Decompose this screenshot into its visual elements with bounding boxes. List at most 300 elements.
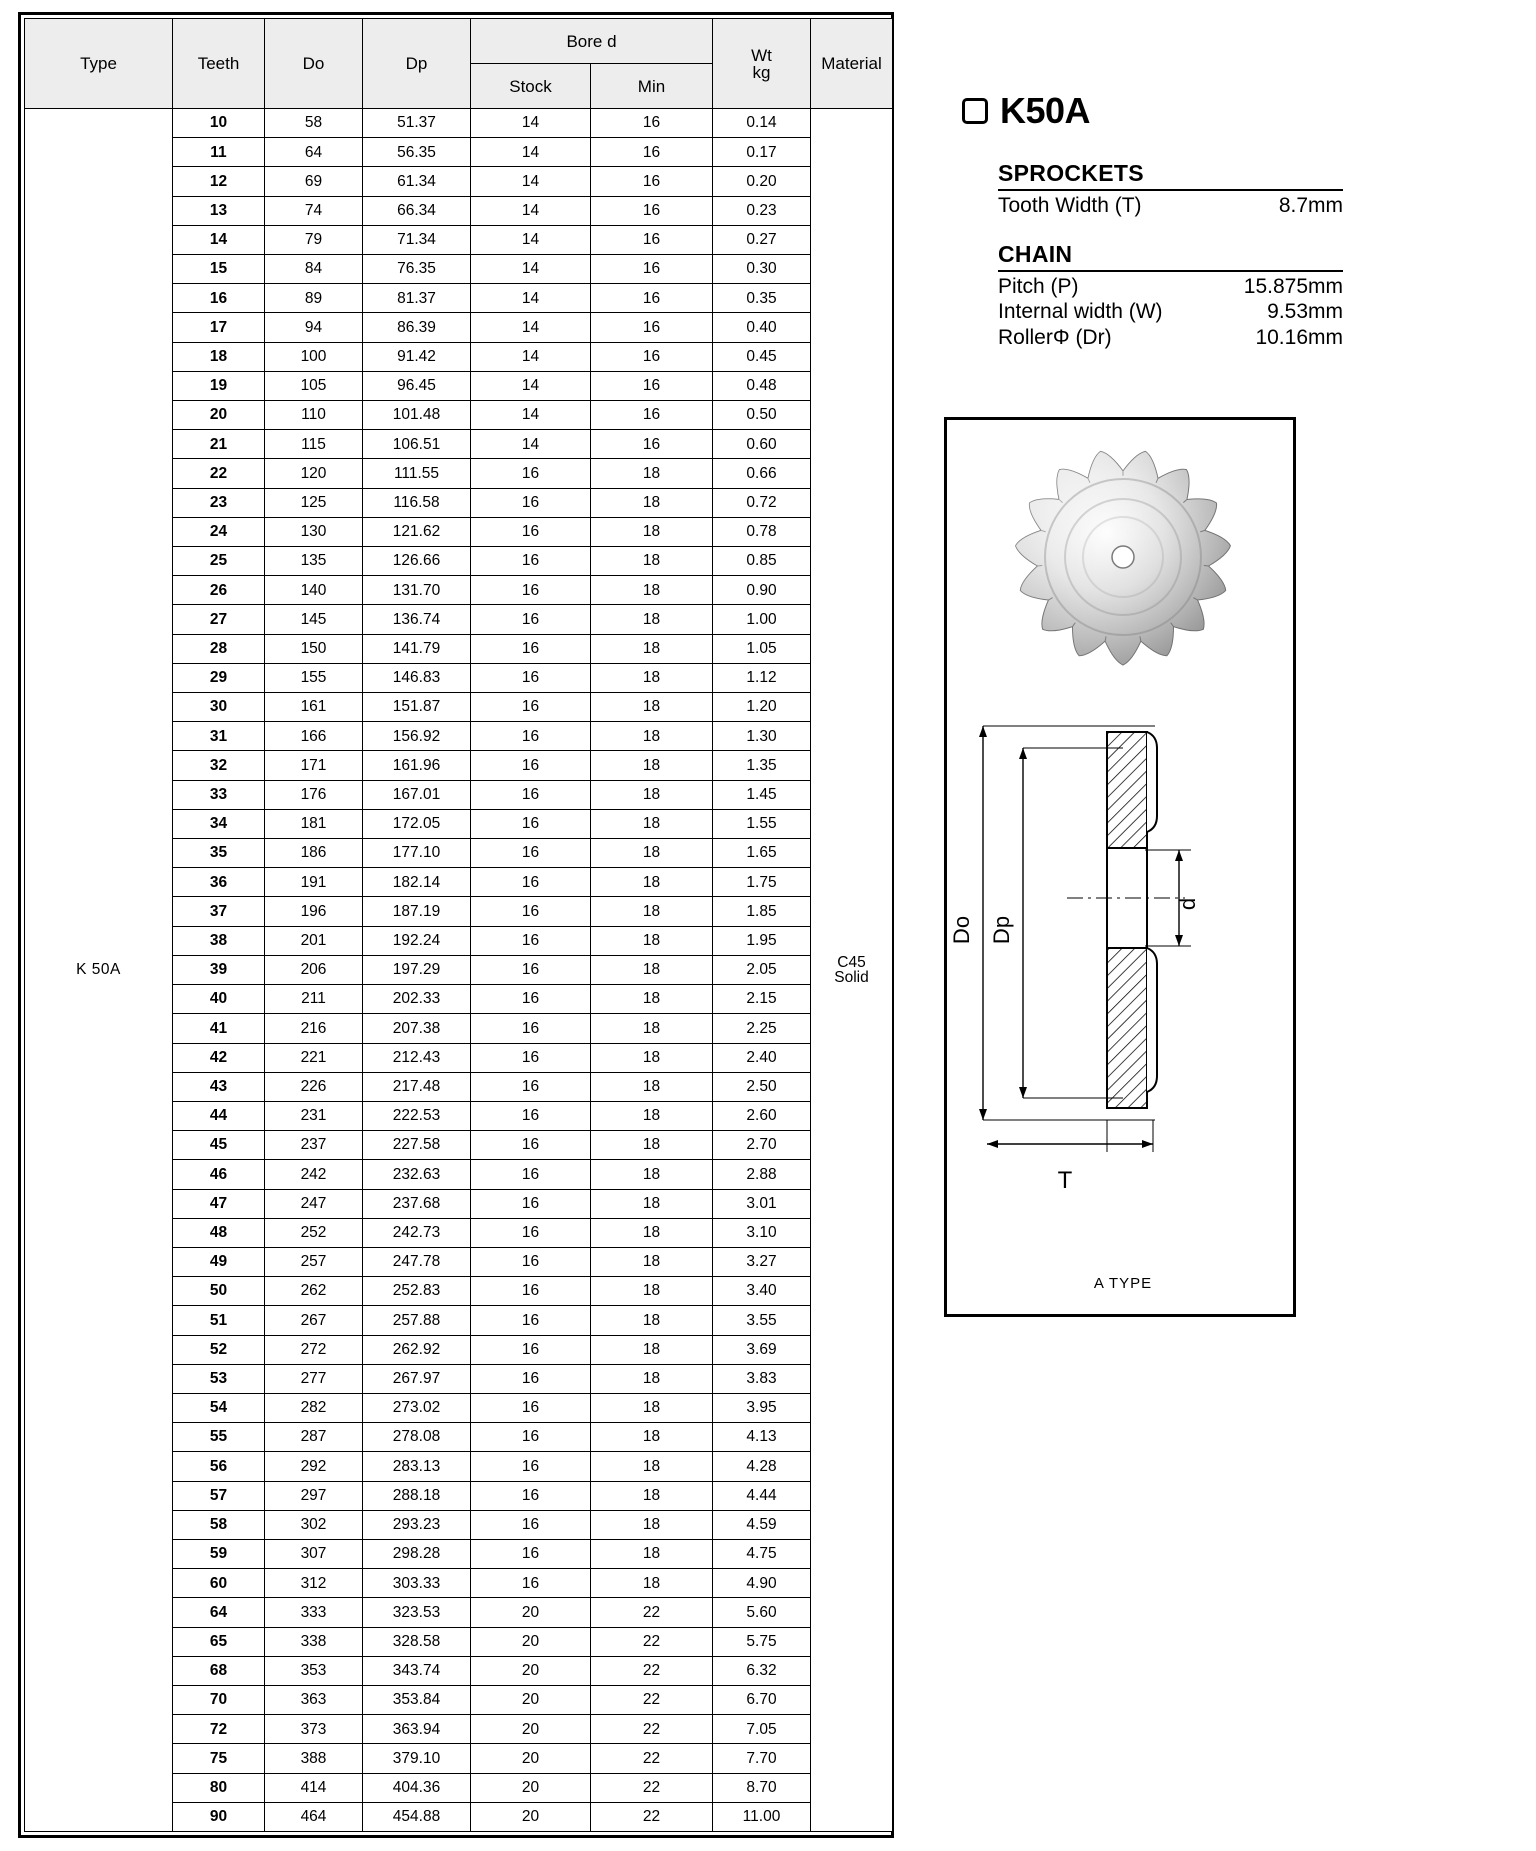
cell-do: 282 — [265, 1393, 363, 1422]
cell-bore-min: 16 — [591, 430, 713, 459]
cell-bore-min: 18 — [591, 985, 713, 1014]
cell-dp: 262.92 — [363, 1335, 471, 1364]
cell-do: 267 — [265, 1306, 363, 1335]
cell-do: 120 — [265, 459, 363, 488]
cell-dp: 131.70 — [363, 576, 471, 605]
cell-bore-min: 18 — [591, 517, 713, 546]
cell-bore-stock: 14 — [471, 284, 591, 313]
cell-weight: 1.20 — [713, 693, 811, 722]
cell-material — [811, 109, 893, 1832]
cell-bore-stock: 16 — [471, 693, 591, 722]
cell-bore-min: 16 — [591, 225, 713, 254]
cell-bore-min: 18 — [591, 1277, 713, 1306]
cell-bore-stock: 20 — [471, 1802, 591, 1831]
cell-bore-min: 18 — [591, 663, 713, 692]
cell-teeth: 41 — [173, 1014, 265, 1043]
cell-dp: 242.73 — [363, 1218, 471, 1247]
material-line-1: C45 — [837, 953, 866, 971]
cell-dp: 51.37 — [363, 109, 471, 138]
cell-bore-min: 18 — [591, 1393, 713, 1422]
cell-bore-min: 18 — [591, 955, 713, 984]
cell-dp: 111.55 — [363, 459, 471, 488]
cell-bore-stock: 16 — [471, 722, 591, 751]
cell-teeth: 68 — [173, 1656, 265, 1685]
cell-dp: 146.83 — [363, 663, 471, 692]
cell-bore-stock: 16 — [471, 605, 591, 634]
cell-weight: 1.30 — [713, 722, 811, 751]
cell-dp: 328.58 — [363, 1627, 471, 1656]
cell-dp: 187.19 — [363, 897, 471, 926]
cell-bore-min: 18 — [591, 839, 713, 868]
internal-width-label: Internal width (W) — [998, 300, 1163, 324]
cell-bore-min: 18 — [591, 897, 713, 926]
cell-teeth: 53 — [173, 1364, 265, 1393]
cell-teeth: 42 — [173, 1043, 265, 1072]
cell-weight: 4.28 — [713, 1452, 811, 1481]
cell-bore-min: 22 — [591, 1802, 713, 1831]
cell-teeth: 18 — [173, 342, 265, 371]
cell-do: 186 — [265, 839, 363, 868]
sprocket-photo — [947, 432, 1299, 682]
cell-dp: 126.66 — [363, 547, 471, 576]
cell-bore-min: 18 — [591, 1335, 713, 1364]
cell-do: 135 — [265, 547, 363, 576]
cell-weight: 0.27 — [713, 225, 811, 254]
cell-do: 64 — [265, 138, 363, 167]
cell-weight: 3.95 — [713, 1393, 811, 1422]
spec-row-roller — [998, 325, 1343, 351]
cell-bore-stock: 16 — [471, 751, 591, 780]
cell-dp: 177.10 — [363, 839, 471, 868]
cell-bore-stock: 16 — [471, 1306, 591, 1335]
cell-teeth: 35 — [173, 839, 265, 868]
cell-dp: 404.36 — [363, 1773, 471, 1802]
a-type-section-icon — [947, 690, 1299, 1250]
cell-bore-stock: 16 — [471, 1277, 591, 1306]
cell-weight: 1.35 — [713, 751, 811, 780]
cell-bore-min: 18 — [591, 1189, 713, 1218]
table-header — [25, 19, 893, 109]
cell-weight: 0.20 — [713, 167, 811, 196]
cell-weight: 2.88 — [713, 1160, 811, 1189]
cell-dp: 202.33 — [363, 985, 471, 1014]
cell-do: 307 — [265, 1539, 363, 1568]
cell-bore-stock: 16 — [471, 1189, 591, 1218]
cell-do: 221 — [265, 1043, 363, 1072]
cell-weight: 3.40 — [713, 1277, 811, 1306]
cell-dp: 101.48 — [363, 401, 471, 430]
col-header-dp: Dp — [363, 19, 471, 109]
cell-teeth: 33 — [173, 780, 265, 809]
cell-dp: 212.43 — [363, 1043, 471, 1072]
cell-do: 115 — [265, 430, 363, 459]
cell-weight: 2.05 — [713, 955, 811, 984]
cell-weight: 2.25 — [713, 1014, 811, 1043]
cell-weight: 3.83 — [713, 1364, 811, 1393]
cell-teeth: 44 — [173, 1101, 265, 1130]
cell-dp: 323.53 — [363, 1598, 471, 1627]
cell-bore-min: 18 — [591, 634, 713, 663]
weight-label: Wt — [751, 45, 772, 65]
cell-bore-min: 18 — [591, 576, 713, 605]
right-panel — [930, 12, 1520, 1838]
cell-dp: 247.78 — [363, 1247, 471, 1276]
cell-weight: 1.05 — [713, 634, 811, 663]
cell-weight: 0.60 — [713, 430, 811, 459]
cell-weight: 7.70 — [713, 1744, 811, 1773]
cell-bore-min: 18 — [591, 751, 713, 780]
sprockets-heading: SPROCKETS — [998, 160, 1144, 186]
cell-teeth: 50 — [173, 1277, 265, 1306]
cell-bore-stock: 16 — [471, 809, 591, 838]
cell-weight: 3.27 — [713, 1247, 811, 1276]
spec-row-tooth-width — [998, 193, 1343, 219]
cell-dp: 222.53 — [363, 1101, 471, 1130]
cell-bore-stock: 16 — [471, 868, 591, 897]
cell-teeth: 38 — [173, 926, 265, 955]
cell-teeth: 55 — [173, 1423, 265, 1452]
cell-bore-stock: 16 — [471, 897, 591, 926]
cell-bore-stock: 14 — [471, 225, 591, 254]
roller-label: RollerΦ (Dr) — [998, 325, 1112, 349]
cell-teeth: 43 — [173, 1072, 265, 1101]
cell-bore-stock: 20 — [471, 1598, 591, 1627]
cell-do: 110 — [265, 401, 363, 430]
cell-bore-stock: 20 — [471, 1627, 591, 1656]
cell-teeth: 24 — [173, 517, 265, 546]
cell-dp: 303.33 — [363, 1569, 471, 1598]
col-header-teeth: Teeth — [173, 19, 265, 109]
cell-bore-min: 18 — [591, 1247, 713, 1276]
cell-dp: 96.45 — [363, 371, 471, 400]
cell-bore-min: 18 — [591, 1072, 713, 1101]
drawing-caption: A TYPE — [1093, 1275, 1153, 1292]
cell-bore-stock: 14 — [471, 401, 591, 430]
cell-teeth: 27 — [173, 605, 265, 634]
cell-do: 196 — [265, 897, 363, 926]
cell-do: 333 — [265, 1598, 363, 1627]
cell-dp: 91.42 — [363, 342, 471, 371]
figure-frame — [944, 417, 1296, 1317]
cell-teeth: 47 — [173, 1189, 265, 1218]
cell-bore-min: 22 — [591, 1656, 713, 1685]
cell-weight: 6.32 — [713, 1656, 811, 1685]
cell-dp: 167.01 — [363, 780, 471, 809]
cell-bore-stock: 16 — [471, 663, 591, 692]
cell-dp: 106.51 — [363, 430, 471, 459]
cell-weight: 0.72 — [713, 488, 811, 517]
cell-weight: 0.30 — [713, 255, 811, 284]
cell-bore-stock: 14 — [471, 313, 591, 342]
cell-dp: 227.58 — [363, 1131, 471, 1160]
cell-bore-min: 16 — [591, 313, 713, 342]
cell-bore-stock: 16 — [471, 1014, 591, 1043]
cell-weight: 2.60 — [713, 1101, 811, 1130]
cell-teeth: 10 — [173, 109, 265, 138]
cell-bore-min: 18 — [591, 1364, 713, 1393]
cell-bore-stock: 14 — [471, 109, 591, 138]
cell-dp: 156.92 — [363, 722, 471, 751]
cell-bore-min: 22 — [591, 1598, 713, 1627]
cell-teeth: 59 — [173, 1539, 265, 1568]
cell-teeth: 72 — [173, 1715, 265, 1744]
cell-teeth: 16 — [173, 284, 265, 313]
dim-label-do: Do — [949, 915, 974, 945]
cell-teeth: 58 — [173, 1510, 265, 1539]
cell-teeth: 11 — [173, 138, 265, 167]
cell-weight: 4.90 — [713, 1569, 811, 1598]
cell-teeth: 14 — [173, 225, 265, 254]
cell-dp: 232.63 — [363, 1160, 471, 1189]
cell-bore-stock: 20 — [471, 1656, 591, 1685]
cell-weight: 1.85 — [713, 897, 811, 926]
cell-bore-stock: 14 — [471, 371, 591, 400]
cell-weight: 0.66 — [713, 459, 811, 488]
cell-teeth: 70 — [173, 1685, 265, 1714]
cell-weight: 0.78 — [713, 517, 811, 546]
cell-teeth: 15 — [173, 255, 265, 284]
cell-bore-min: 18 — [591, 1101, 713, 1130]
cell-teeth: 51 — [173, 1306, 265, 1335]
cell-weight: 0.40 — [713, 313, 811, 342]
cell-weight: 0.17 — [713, 138, 811, 167]
material-line-2: Solid — [834, 969, 869, 986]
cell-bore-min: 22 — [591, 1627, 713, 1656]
cell-teeth: 90 — [173, 1802, 265, 1831]
cell-bore-min: 18 — [591, 722, 713, 751]
col-header-do: Do — [265, 19, 363, 109]
cell-dp: 76.35 — [363, 255, 471, 284]
cell-weight: 4.59 — [713, 1510, 811, 1539]
cell-do: 206 — [265, 955, 363, 984]
cell-bore-stock: 16 — [471, 926, 591, 955]
cell-teeth: 39 — [173, 955, 265, 984]
cell-do: 89 — [265, 284, 363, 313]
checkbox-icon[interactable] — [962, 98, 988, 124]
divider-sprockets — [998, 189, 1343, 191]
cell-teeth: 46 — [173, 1160, 265, 1189]
cell-teeth: 30 — [173, 693, 265, 722]
cell-bore-stock: 20 — [471, 1744, 591, 1773]
cell-weight: 1.95 — [713, 926, 811, 955]
cell-bore-min: 18 — [591, 605, 713, 634]
cell-dp: 273.02 — [363, 1393, 471, 1422]
sprocket-spec-table — [24, 18, 893, 1832]
cell-weight: 3.55 — [713, 1306, 811, 1335]
cell-bore-stock: 16 — [471, 1247, 591, 1276]
cell-bore-stock: 16 — [471, 517, 591, 546]
pitch-value: 15.875mm — [1243, 274, 1343, 298]
cell-dp: 116.58 — [363, 488, 471, 517]
cell-bore-min: 16 — [591, 196, 713, 225]
cell-weight: 5.75 — [713, 1627, 811, 1656]
cell-dp: 151.87 — [363, 693, 471, 722]
cell-teeth: 52 — [173, 1335, 265, 1364]
cell-do: 191 — [265, 868, 363, 897]
cell-dp: 379.10 — [363, 1744, 471, 1773]
cell-dp: 288.18 — [363, 1481, 471, 1510]
cell-bore-stock: 20 — [471, 1685, 591, 1714]
sprocket-illustration-icon — [998, 440, 1248, 675]
cell-do: 155 — [265, 663, 363, 692]
cell-bore-stock: 16 — [471, 955, 591, 984]
cell-teeth: 40 — [173, 985, 265, 1014]
cell-bore-min: 16 — [591, 138, 713, 167]
table-body — [25, 109, 893, 1832]
cell-do: 242 — [265, 1160, 363, 1189]
cell-teeth: 49 — [173, 1247, 265, 1276]
cell-teeth: 20 — [173, 401, 265, 430]
cell-weight: 2.40 — [713, 1043, 811, 1072]
dim-label-d: d — [1175, 897, 1200, 911]
cell-weight: 1.55 — [713, 809, 811, 838]
cell-bore-min: 18 — [591, 693, 713, 722]
cell-do: 464 — [265, 1802, 363, 1831]
col-header-bore-stock: Stock — [471, 64, 591, 109]
cell-bore-min: 18 — [591, 488, 713, 517]
cell-weight: 6.70 — [713, 1685, 811, 1714]
cell-do: 94 — [265, 313, 363, 342]
cell-weight: 3.01 — [713, 1189, 811, 1218]
cell-weight: 1.45 — [713, 780, 811, 809]
cell-dp: 192.24 — [363, 926, 471, 955]
cell-bore-stock: 14 — [471, 167, 591, 196]
cell-weight: 0.23 — [713, 196, 811, 225]
cell-teeth: 34 — [173, 809, 265, 838]
cell-do: 100 — [265, 342, 363, 371]
cell-bore-stock: 16 — [471, 1364, 591, 1393]
cell-do: 353 — [265, 1656, 363, 1685]
cell-weight: 4.75 — [713, 1539, 811, 1568]
cell-dp: 278.08 — [363, 1423, 471, 1452]
cell-bore-stock: 16 — [471, 1393, 591, 1422]
cell-dp: 81.37 — [363, 284, 471, 313]
cell-bore-min: 16 — [591, 284, 713, 313]
cell-bore-min: 18 — [591, 868, 713, 897]
cell-bore-stock: 16 — [471, 1569, 591, 1598]
cell-teeth: 65 — [173, 1627, 265, 1656]
cell-bore-stock: 16 — [471, 1481, 591, 1510]
cell-dp: 207.38 — [363, 1014, 471, 1043]
cell-do: 130 — [265, 517, 363, 546]
cell-do: 252 — [265, 1218, 363, 1247]
cell-bore-min: 18 — [591, 1014, 713, 1043]
cell-do: 287 — [265, 1423, 363, 1452]
cell-dp: 61.34 — [363, 167, 471, 196]
cell-bore-stock: 20 — [471, 1715, 591, 1744]
cell-do: 79 — [265, 225, 363, 254]
cell-teeth: 21 — [173, 430, 265, 459]
cell-bore-stock: 14 — [471, 196, 591, 225]
cell-dp: 363.94 — [363, 1715, 471, 1744]
cell-do: 140 — [265, 576, 363, 605]
cell-bore-stock: 14 — [471, 430, 591, 459]
cell-bore-stock: 16 — [471, 1043, 591, 1072]
cell-teeth: 64 — [173, 1598, 265, 1627]
cell-do: 226 — [265, 1072, 363, 1101]
specifications-block — [998, 160, 1358, 350]
cell-teeth: 36 — [173, 868, 265, 897]
cell-weight: 4.44 — [713, 1481, 811, 1510]
cell-do: 176 — [265, 780, 363, 809]
weight-unit: kg — [752, 62, 771, 82]
cell-do: 231 — [265, 1101, 363, 1130]
cell-do: 58 — [265, 109, 363, 138]
cell-bore-stock: 16 — [471, 1452, 591, 1481]
cell-weight: 1.65 — [713, 839, 811, 868]
cell-type: K 50A — [25, 109, 173, 1832]
cell-do: 216 — [265, 1014, 363, 1043]
cell-dp: 293.23 — [363, 1510, 471, 1539]
cell-teeth: 48 — [173, 1218, 265, 1247]
cell-bore-min: 18 — [591, 1452, 713, 1481]
cell-teeth: 23 — [173, 488, 265, 517]
cell-dp: 56.35 — [363, 138, 471, 167]
cell-bore-stock: 16 — [471, 985, 591, 1014]
cell-teeth: 60 — [173, 1569, 265, 1598]
cell-bore-min: 18 — [591, 547, 713, 576]
cell-bore-min: 22 — [591, 1744, 713, 1773]
cell-bore-stock: 16 — [471, 1101, 591, 1130]
cell-teeth: 57 — [173, 1481, 265, 1510]
cell-dp: 71.34 — [363, 225, 471, 254]
cell-bore-min: 18 — [591, 780, 713, 809]
cell-dp: 217.48 — [363, 1072, 471, 1101]
cell-weight: 2.70 — [713, 1131, 811, 1160]
cell-teeth: 54 — [173, 1393, 265, 1422]
cell-teeth: 45 — [173, 1131, 265, 1160]
tooth-width-label: Tooth Width (T) — [998, 194, 1142, 217]
cell-do: 302 — [265, 1510, 363, 1539]
cell-bore-min: 16 — [591, 255, 713, 284]
cross-section-drawing — [947, 690, 1299, 1250]
cell-bore-stock: 16 — [471, 576, 591, 605]
cell-bore-stock: 16 — [471, 459, 591, 488]
cell-bore-min: 18 — [591, 926, 713, 955]
cell-bore-min: 18 — [591, 1481, 713, 1510]
cell-dp: 121.62 — [363, 517, 471, 546]
cell-bore-min: 18 — [591, 1569, 713, 1598]
cell-weight: 0.48 — [713, 371, 811, 400]
cell-bore-stock: 16 — [471, 488, 591, 517]
cell-do: 373 — [265, 1715, 363, 1744]
chain-heading: CHAIN — [998, 240, 1073, 267]
cell-do: 105 — [265, 371, 363, 400]
col-header-weight — [713, 19, 811, 109]
cell-do: 150 — [265, 634, 363, 663]
cell-weight: 11.00 — [713, 1802, 811, 1831]
cell-teeth: 12 — [173, 167, 265, 196]
cell-dp: 252.83 — [363, 1277, 471, 1306]
cell-weight: 5.60 — [713, 1598, 811, 1627]
col-header-bore: Bore d — [471, 19, 713, 64]
cell-do: 125 — [265, 488, 363, 517]
cell-do: 292 — [265, 1452, 363, 1481]
cell-teeth: 37 — [173, 897, 265, 926]
cell-do: 181 — [265, 809, 363, 838]
cell-dp: 237.68 — [363, 1189, 471, 1218]
cell-bore-min: 18 — [591, 1539, 713, 1568]
cell-weight: 1.00 — [713, 605, 811, 634]
cell-teeth: 25 — [173, 547, 265, 576]
cell-do: 272 — [265, 1335, 363, 1364]
table-row — [25, 109, 893, 138]
cell-dp: 141.79 — [363, 634, 471, 663]
dim-label-t: T — [1057, 1167, 1073, 1194]
cell-dp: 136.74 — [363, 605, 471, 634]
cell-do: 262 — [265, 1277, 363, 1306]
cell-teeth: 80 — [173, 1773, 265, 1802]
